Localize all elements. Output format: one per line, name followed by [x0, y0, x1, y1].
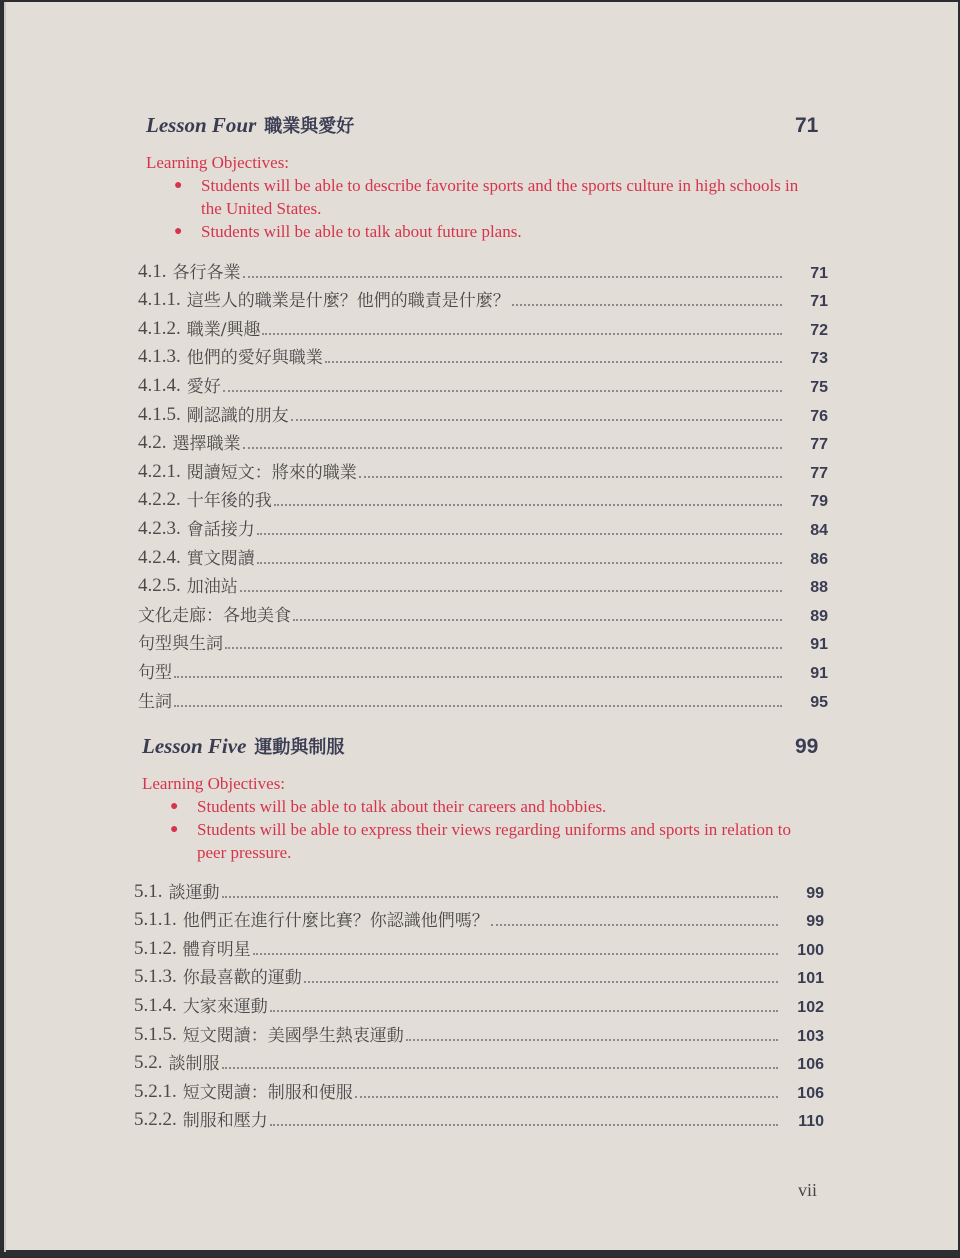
toc-entry[interactable]	[134, 903, 824, 932]
dot-leader	[406, 1039, 778, 1041]
toc-entry[interactable]	[134, 874, 824, 903]
dot-leader	[291, 419, 782, 421]
dot-leader	[174, 705, 782, 707]
dot-leader	[174, 676, 782, 678]
toc-entry-page: 106	[797, 1056, 824, 1074]
dot-leader	[270, 1124, 778, 1126]
dot-leader	[253, 953, 778, 955]
toc-entry[interactable]	[138, 483, 828, 512]
toc-entry-number: 4.2.2.	[138, 489, 181, 511]
toc-entry-title: 閱讀短文：將來的職業	[186, 462, 357, 483]
lesson-title-en: Lesson Four	[146, 113, 257, 137]
toc-entry-title: 愛好	[186, 376, 221, 397]
toc-entry-title: 他們的愛好與職業	[186, 348, 323, 369]
toc-entry-page: 91	[810, 664, 828, 682]
toc-entry-number: 4.2.1.	[138, 460, 181, 482]
book-page	[4, 2, 958, 1252]
toc-entry[interactable]	[134, 960, 824, 989]
objectives-label: Learning Objectives:	[142, 774, 286, 793]
dot-leader	[274, 504, 782, 506]
toc-entry-page: 76	[810, 407, 828, 425]
toc-entry-page: 101	[797, 970, 824, 988]
toc-entry-title: 大家來運動	[182, 996, 268, 1017]
toc-entry[interactable]	[138, 426, 828, 455]
toc-entry[interactable]	[138, 454, 828, 483]
toc-entry[interactable]	[138, 283, 828, 312]
toc-entry[interactable]	[134, 988, 824, 1017]
objectives-label: Learning Objectives:	[146, 153, 290, 172]
toc-entry-page: 72	[810, 321, 828, 339]
lesson-page-number: 71	[795, 114, 819, 137]
bullet-icon: ●	[170, 799, 179, 814]
lesson-four-heading	[6, 112, 958, 146]
toc-entry-page: 99	[806, 884, 824, 902]
objective-item: ● Students will be able to talk about future plans.	[174, 222, 522, 241]
bullet-icon: ●	[174, 178, 183, 193]
toc-entry-title: 談運動	[168, 882, 220, 903]
toc-entry-title: 短文閱讀：美國學生熱衷運動	[182, 1025, 404, 1046]
toc-entry-page: 71	[810, 264, 828, 282]
toc-entry-page: 103	[797, 1027, 824, 1045]
dot-leader	[222, 896, 779, 898]
lesson-page-number: 99	[795, 735, 819, 758]
toc-entry[interactable]	[138, 254, 828, 283]
toc-entry[interactable]	[134, 1074, 824, 1103]
dot-leader	[304, 981, 778, 983]
toc-entry-title: 短文閱讀：制服和便服	[182, 1082, 353, 1103]
toc-entry[interactable]	[134, 931, 824, 960]
toc-entry-page: 84	[810, 521, 828, 539]
lesson-five-heading	[6, 733, 958, 767]
toc-entry[interactable]	[138, 597, 828, 626]
toc-entry-number: 4.1.1.	[138, 289, 181, 311]
toc-entry-number: 4.1.	[138, 260, 167, 282]
dot-leader	[225, 647, 782, 649]
toc-entry-page: 91	[810, 636, 828, 654]
toc-entry[interactable]	[138, 626, 828, 655]
toc-entry-page: 75	[810, 378, 828, 396]
dot-leader	[243, 447, 783, 449]
toc-entry-title: 各行各業	[172, 262, 241, 283]
toc-entry-title: 談制服	[168, 1054, 220, 1075]
toc-entry-page: 102	[797, 998, 824, 1016]
toc-entry[interactable]	[134, 1103, 824, 1132]
dot-leader	[257, 533, 782, 535]
toc-entry-page: 106	[797, 1084, 824, 1102]
lesson-title-zh: 運動與制服	[254, 737, 345, 758]
toc-entry-page: 86	[810, 550, 828, 568]
toc-entry-title: 句型與生詞	[138, 634, 223, 655]
toc-entry-number: 5.1.1.	[134, 909, 177, 931]
dot-leader	[257, 562, 782, 564]
dot-leader	[293, 619, 782, 621]
dot-leader	[222, 1067, 779, 1069]
toc-entry-title: 制服和壓力	[182, 1111, 268, 1132]
objective-item: ● Students will be able to express their views regarding uniforms and sports in relation to peer pressure.	[170, 820, 791, 862]
toc-entry-number: 4.1.3.	[138, 346, 181, 368]
toc-entry[interactable]	[138, 511, 828, 540]
lesson-title-en: Lesson Five	[142, 734, 247, 758]
dot-leader	[325, 361, 782, 363]
toc-entry-number: 5.2.1.	[134, 1080, 177, 1102]
toc-entry-number: 5.1.2.	[134, 937, 177, 959]
toc-entry[interactable]	[138, 340, 828, 369]
toc-entry-title: 生詞	[138, 691, 172, 712]
toc-entry-title: 選擇職業	[172, 434, 241, 455]
toc-entry-page: 88	[810, 579, 828, 597]
dot-leader	[262, 333, 782, 335]
objective-item: ● Students will be able to describe favorite sports and the sports culture in high schools in the United States.	[174, 176, 799, 218]
toc-entry-page: 99	[806, 913, 824, 931]
toc-entry-title: 剛認識的朋友	[186, 405, 289, 426]
toc-entry-number: 5.1.	[134, 880, 163, 902]
dot-leader	[491, 924, 778, 926]
toc-entry-number: 5.2.	[134, 1052, 163, 1074]
dot-leader	[240, 590, 782, 592]
toc-entry-page: 89	[810, 607, 828, 625]
toc-entry-number: 4.1.5.	[138, 403, 181, 425]
lesson-title	[142, 733, 344, 759]
dot-leader	[270, 1010, 778, 1012]
toc-entry-title: 他們正在進行什麼比賽？你認識他們嗎？	[182, 911, 489, 932]
toc-entry-number: 5.2.2.	[134, 1109, 177, 1131]
toc-entry-title: 加油站	[186, 577, 238, 598]
page-folio: vii	[798, 1180, 818, 1200]
dot-leader	[512, 304, 782, 306]
toc-entry[interactable]	[138, 397, 828, 426]
toc-entry-number: 5.1.4.	[134, 994, 177, 1016]
toc-entry[interactable]	[138, 569, 828, 598]
toc-list-lesson-four	[138, 254, 828, 712]
toc-entry-title: 文化走廊：各地美食	[138, 605, 291, 626]
toc-list-lesson-five	[134, 874, 824, 1131]
toc-entry-number: 4.1.2.	[138, 317, 181, 339]
toc-entry-number: 4.2.3.	[138, 517, 181, 539]
toc-entry-title: 這些人的職業是什麼？他們的職責是什麼？	[186, 291, 510, 312]
toc-entry-number: 4.2.5.	[138, 575, 181, 597]
learning-objectives	[146, 151, 806, 243]
toc-entry[interactable]	[134, 1017, 824, 1046]
toc-entry-page: 71	[810, 293, 828, 311]
toc-entry[interactable]	[138, 311, 828, 340]
toc-entry-title: 實文閱讀	[186, 548, 255, 569]
lesson-title-zh: 職業與愛好	[264, 116, 355, 137]
toc-entry-page: 77	[810, 436, 828, 454]
bullet-icon: ●	[170, 822, 179, 837]
toc-entry-page: 100	[797, 941, 824, 959]
lesson-title	[146, 112, 354, 138]
toc-entry-page: 73	[810, 350, 828, 368]
bullet-icon: ●	[174, 224, 183, 239]
toc-entry-number: 5.1.5.	[134, 1023, 177, 1045]
toc-entry-number: 4.1.4.	[138, 374, 181, 396]
toc-entry-title: 句型	[138, 662, 172, 683]
toc-entry-title: 十年後的我	[186, 491, 272, 512]
toc-entry-number: 5.1.3.	[134, 966, 177, 988]
dot-leader	[223, 390, 782, 392]
toc-entry-page: 77	[810, 464, 828, 482]
dot-leader	[359, 476, 782, 478]
dot-leader	[355, 1096, 778, 1098]
objective-item: ● Students will be able to talk about their careers and hobbies.	[170, 797, 607, 816]
toc-entry[interactable]	[138, 540, 828, 569]
dot-leader	[243, 276, 783, 278]
toc-entry[interactable]	[138, 683, 828, 712]
toc-entry-page: 110	[798, 1113, 824, 1131]
toc-entry-number: 4.2.	[138, 432, 167, 454]
toc-entry[interactable]	[134, 1046, 824, 1075]
toc-entry-number: 4.2.4.	[138, 546, 181, 568]
toc-entry-title: 你最喜歡的運動	[182, 968, 302, 989]
toc-entry[interactable]	[138, 368, 828, 397]
toc-entry-title: 體育明星	[182, 939, 251, 960]
learning-objectives	[142, 772, 802, 864]
toc-entry-title: 職業/興趣	[186, 319, 261, 340]
toc-entry-page: 79	[810, 493, 828, 511]
toc-entry-page: 95	[810, 693, 828, 711]
toc-entry-title: 會話接力	[186, 519, 255, 540]
toc-entry[interactable]	[138, 654, 828, 683]
